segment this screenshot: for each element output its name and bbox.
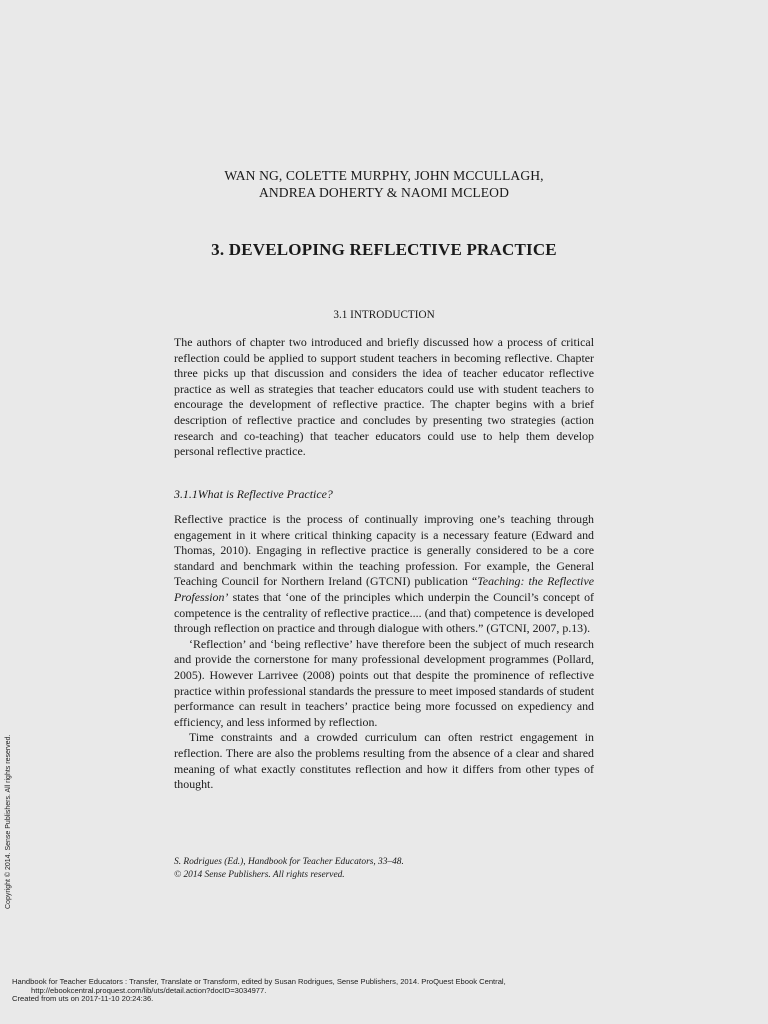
- paragraph-text: states that ‘one of the principles which underpin the Council’s concept of competence is the centrality of reflective practice.... (and that) competence is developed through reflection on practice and through dialogue with others.” (GTCNI, 2007, p.13).: [174, 589, 594, 636]
- chapter-title: 3. DEVELOPING REFLECTIVE PRACTICE: [211, 240, 557, 259]
- chapter-authors: [0, 167, 768, 201]
- paragraph-reflective-practice: [174, 512, 594, 637]
- footnote-line-1: S. Rodrigues (Ed.), Handbook for Teacher Educators, 33–48.: [174, 857, 404, 867]
- authors-line-1: WAN NG, COLETTE MURPHY, JOHN MCCULLAGH,: [224, 168, 544, 183]
- footnote-line-2: © 2014 Sense Publishers. All rights reserved.: [174, 870, 345, 881]
- source-info: [12, 978, 752, 1004]
- side-copyright-notice: Copyright © 2014. Sense Publishers. All rights reserved.: [5, 734, 12, 909]
- source-created: Created from uts on 2017-11-10 20:24:36.: [12, 994, 154, 1004]
- publication-title: Teaching: the Reflective Profession’: [174, 574, 595, 604]
- source-url: http://ebookcentral.proquest.com/lib/uts/detail.action?docID=3034977.: [31, 985, 267, 995]
- paragraph-text: Reflective practice is the process of continually improving one’s teaching through engagement in it where critical thinking capacity is a necessary feature (Edward and Thomas, 2010). Engaging in reflective practice is generally considered to be a core standard and benchmark within the teaching profession. For example, the General Teaching Council for Northern Ireland (GTCNI) publication “: [174, 512, 594, 589]
- source-line-1: Handbook for Teacher Educators : Transfer, Translate or Transform, edited by Susan Rodrigues, Sense Publishers, 2014. ProQuest Ebook Central,: [12, 977, 506, 986]
- subsection-heading: 3.1.1What is Reflective Practice?: [174, 487, 333, 501]
- citation-footnote: [174, 856, 404, 882]
- paragraph-time-constraints: Time constraints and a crowded curriculum can often restrict engagement in reflection. There are also the problems resulting from the absence of a clear and shared meaning of what exactly constitutes reflection and how it differs from other types of thought.: [174, 730, 594, 792]
- body-section: [174, 512, 594, 793]
- paragraph-reflection: ‘Reflection’ and ‘being reflective’ have therefore been the subject of much research and provide the cornerstone for many professional development programmes (Pollard, 2005). However Larrivee (2008) points out that despite the prominence of reflective practice within professional standards the pressure to meet imposed standards of student performance can result in teachers’ practice being more focussed on expediency and efficiency, and less informed by reflection.: [174, 636, 594, 729]
- intro-paragraph-text: The authors of chapter two introduced and briefly discussed how a process of critical reflection could be applied to support student teachers in becoming reflective. Chapter three picks up that discussion and considers the idea of teacher educator reflective practice as well as strategies that teacher educators could use with student teachers to encourage the development of reflective practice. The chapter begins with a brief description of reflective practice and concludes by presenting two strategies (action research and co-teaching) that teacher educators could use to help them develop personal reflective practice.: [174, 335, 594, 459]
- intro-paragraph: [174, 335, 594, 460]
- section-heading: 3.1 INTRODUCTION: [333, 309, 435, 321]
- authors-line-2: ANDREA DOHERTY & NAOMI MCLEOD: [258, 185, 510, 200]
